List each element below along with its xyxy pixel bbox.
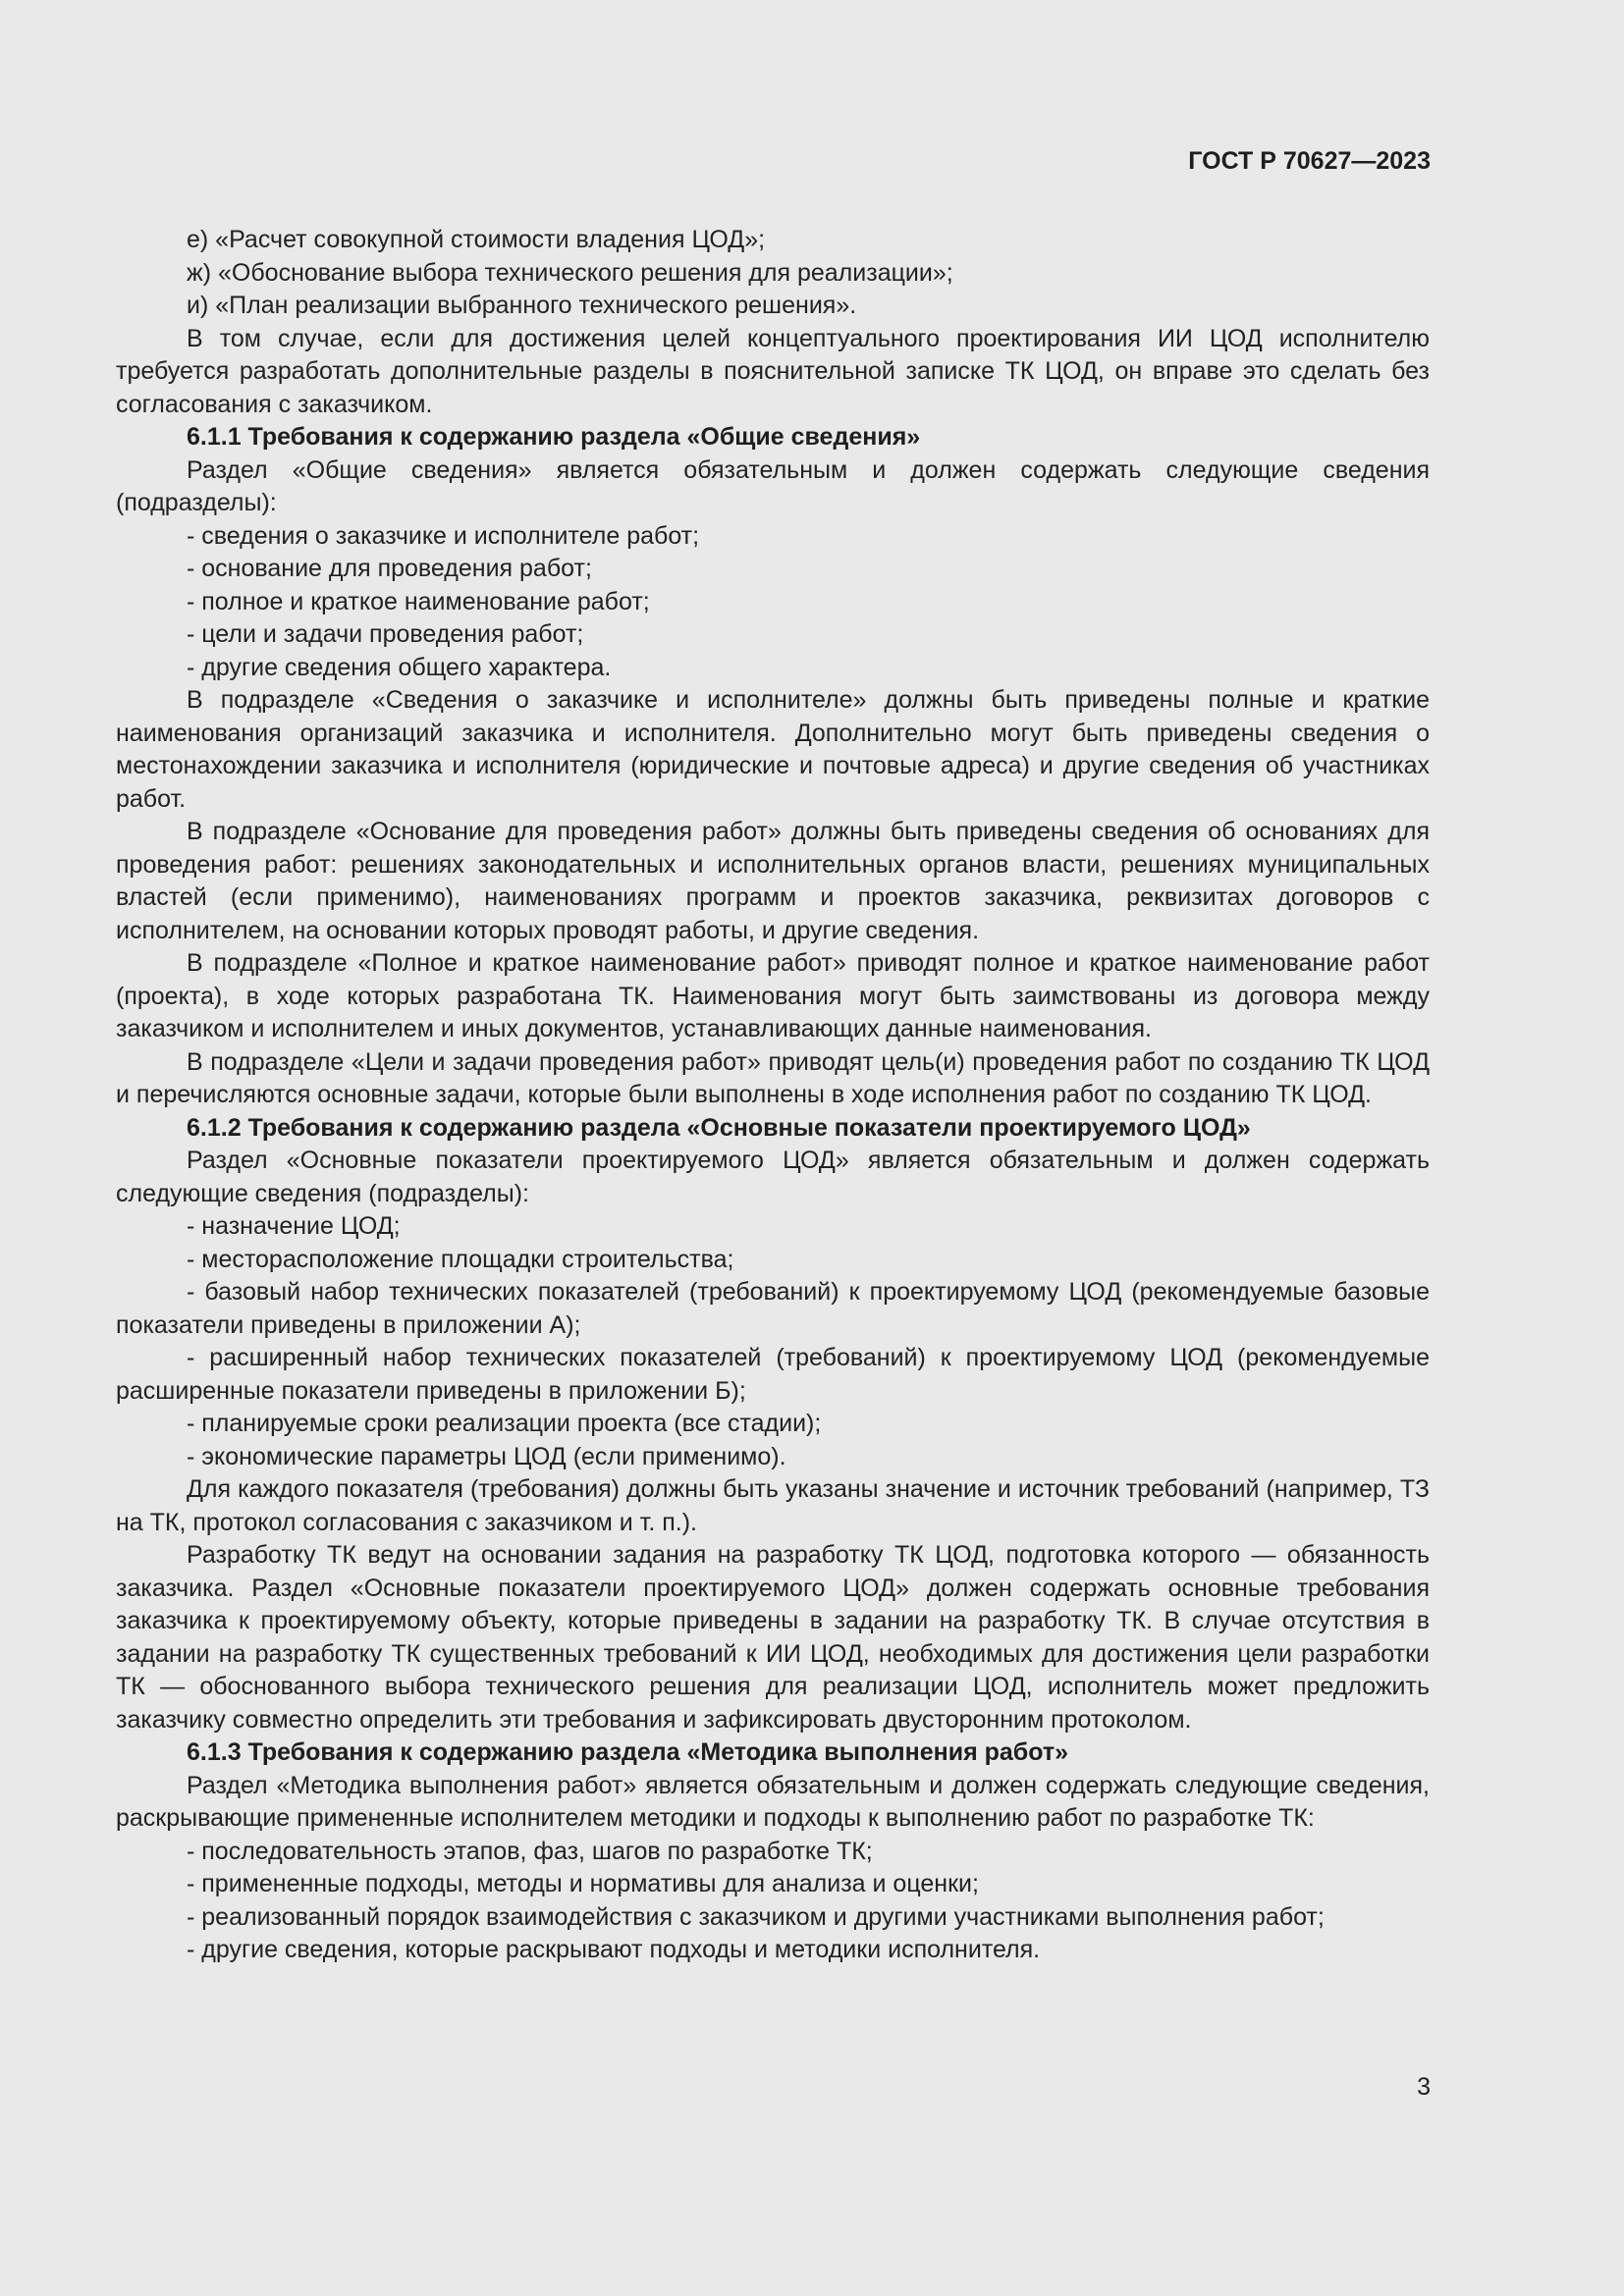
paragraph: Раздел «Основные показатели проектируемого ЦОД» является обязательным и должен содержать следующие сведения (подразделы): xyxy=(116,1147,1430,1207)
paragraph: - сведения о заказчике и исполнителе работ; xyxy=(187,521,700,550)
paragraph: В том случае, если для достижения целей концептуального проектирования ИИ ЦОД исполнителю требуется разработать дополнительные разделы в пояснительной записке ТК ЦОД, он вправе это сделать без согласования с заказчиком. xyxy=(116,324,1430,418)
paragraph: - назначение ЦОД; xyxy=(187,1212,401,1240)
paragraph: Для каждого показателя (требования) должны быть указаны значение и источник требований (например, ТЗ на ТК, протокол согласования с заказчиком и т. п.). xyxy=(116,1475,1430,1536)
paragraph: - другие сведения общего характера. xyxy=(187,653,612,681)
paragraph: В подразделе «Сведения о заказчике и исполнителе» должны быть приведены полные и краткие наименования организаций заказчика и исполнителя. Дополнительно могут быть приведены сведения о местонахождении заказчика и исполнителя (юридические и почтовые адреса) и другие сведения об участниках работ. xyxy=(116,686,1430,813)
paragraph: - планируемые сроки реализации проекта (все стадии); xyxy=(187,1410,822,1437)
paragraph: - цели и задачи проведения работ; xyxy=(187,620,584,648)
paragraph: - примененные подходы, методы и нормативы для анализа и оценки; xyxy=(187,1870,979,1897)
paragraph: - расширенный набор технических показателей (требований) к проектируемому ЦОД (рекомендуемые расширенные показатели приведены в приложении Б); xyxy=(116,1344,1430,1405)
section-heading: 6.1.3 Требования к содержанию раздела «Методика выполнения работ» xyxy=(187,1738,1069,1766)
paragraph: - месторасположение площадки строительства; xyxy=(187,1245,734,1273)
paragraph: - последовательность этапов, фаз, шагов по разработке ТК; xyxy=(187,1837,873,1865)
paragraph: - полное и краткое наименование работ; xyxy=(187,587,650,615)
paragraph: - экономические параметры ЦОД (если применимо). xyxy=(187,1442,786,1470)
paragraph: Разработку ТК ведут на основании задания на разработку ТК ЦОД, подготовка которого — обязанность заказчика. Раздел «Основные показатели проектируемого ЦОД» должен содержать основные требования заказчика к проектируемому объекту, которые приведены в задании на разработку ТК. В случае отсутствия в задании на разработку ТК существенных требований к ИИ ЦОД, необходимых для достижения цели разработки ТК — обоснованного выбора технического решения для реализации ЦОД, исполнитель может предложить заказчику совместно определить эти требования и зафиксировать двусторонним протоколом. xyxy=(116,1541,1430,1734)
document-header: ГОСТ Р 70627—2023 xyxy=(1188,147,1431,175)
section-heading: 6.1.1 Требования к содержанию раздела «Общие сведения» xyxy=(187,423,921,451)
paragraph: ж) «Обоснование выбора технического решения для реализации»; xyxy=(187,258,953,287)
paragraph: Раздел «Общие сведения» является обязательным и должен содержать следующие сведения (подразделы): xyxy=(116,455,1430,516)
paragraph: е) «Расчет совокупной стоимости владения ЦОД»; xyxy=(187,226,766,253)
paragraph: - основание для проведения работ; xyxy=(187,555,592,582)
paragraph: В подразделе «Основание для проведения работ» должны быть приведены сведения об основаниях для проведения работ: решениях законодательных и исполнительных органов власти, решениях муниципальных властей (если применимо), наименованиях программ и проектов заказчика, реквизитах договоров с исполнителем, на основании которых проводят работы, и другие сведения. xyxy=(116,818,1430,944)
section-heading: 6.1.2 Требования к содержанию раздела «Основные показатели проектируемого ЦОД» xyxy=(187,1113,1251,1142)
paragraph: В подразделе «Полное и краткое наименование работ» приводят полное и краткое наименование работ (проекта), в ходе которых разработана ТК. Наименования могут быть заимствованы из договора между заказчиком и исполнителем и иных документов, устанавливающих данные наименования. xyxy=(116,949,1430,1042)
paragraph: и) «План реализации выбранного технического решения». xyxy=(187,292,857,319)
paragraph: - реализованный порядок взаимодействия с заказчиком и другими участниками выполнения работ; xyxy=(187,1902,1325,1931)
paragraph: Раздел «Методика выполнения работ» является обязательным и должен содержать следующие сведения, раскрывающие примененные исполнителем методики и подходы к выполнению работ по разработке ТК: xyxy=(116,1771,1430,1832)
paragraph: - базовый набор технических показателей (требований) к проектируемому ЦОД (рекомендуемые базовые показатели приведены в приложении А); xyxy=(116,1278,1430,1339)
document-body xyxy=(116,224,1430,1967)
page-number: 3 xyxy=(1417,2073,1431,2101)
paragraph: - другие сведения, которые раскрывают подходы и методики исполнителя. xyxy=(187,1936,1041,1963)
paragraph: В подразделе «Цели и задачи проведения работ» приводят цель(и) проведения работ по созданию ТК ЦОД и перечисляются основные задачи, которые были выполнены в ходе исполнения работ по созданию ТК ЦОД. xyxy=(116,1047,1430,1108)
